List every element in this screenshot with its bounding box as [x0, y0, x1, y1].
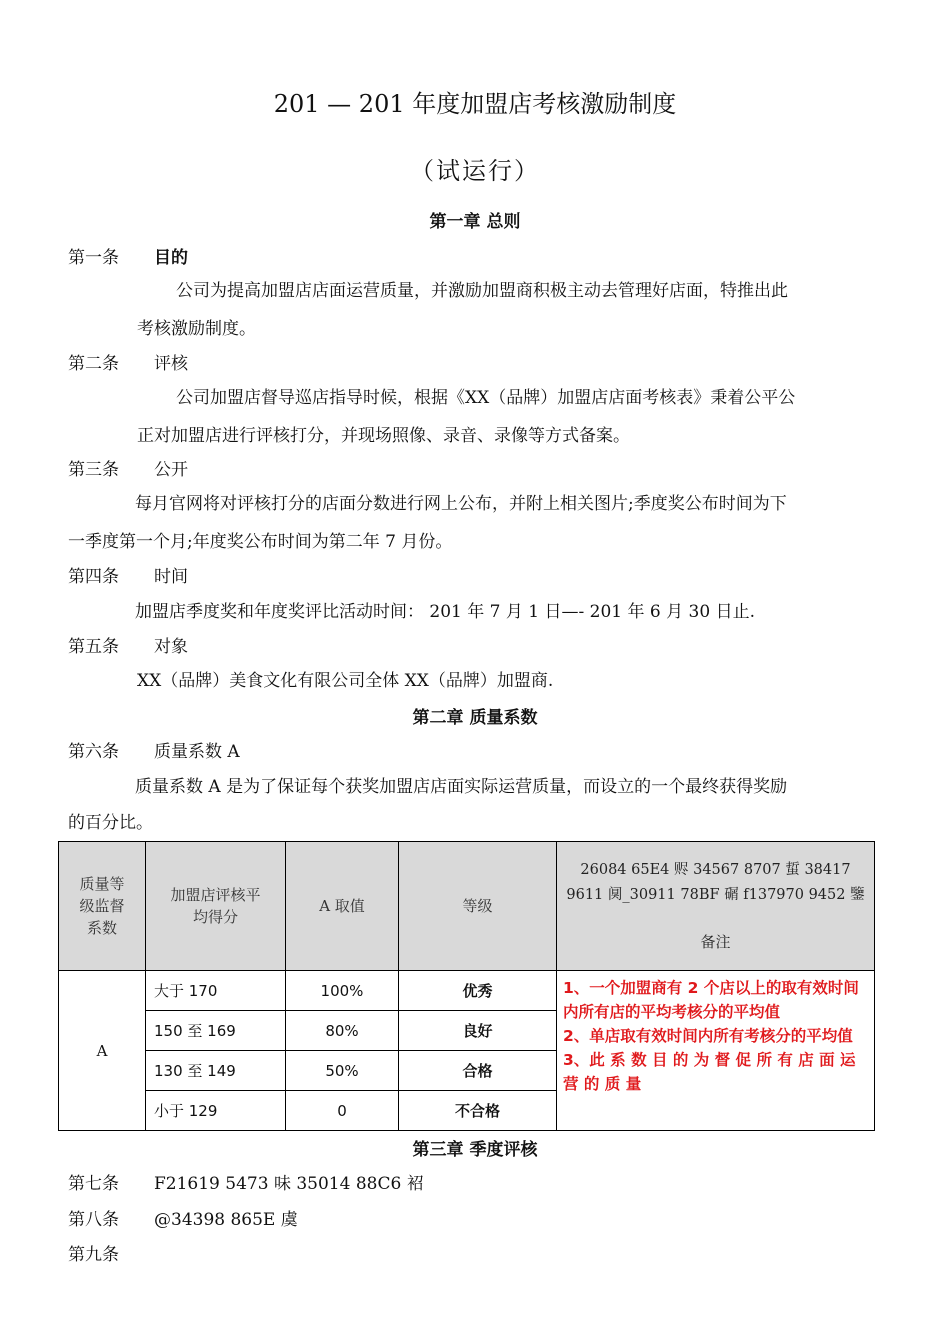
note-2: 2、单店取有效时间内所有考核分的平均值 — [563, 1027, 853, 1045]
value-cell: 50% — [286, 1051, 399, 1091]
grade-cell: 合格 — [399, 1051, 557, 1091]
article-5-number: 第五条 — [68, 637, 119, 657]
article-8-number: 第八条 — [68, 1210, 119, 1230]
article-6-line-2: 的百分比。 — [68, 813, 153, 833]
article-7-title: F21619 5473 味 35014 88C6 袑 — [154, 1174, 424, 1194]
article-1-line-2: 考核激励制度。 — [137, 319, 256, 339]
article-1-number: 第一条 — [68, 248, 119, 268]
score-cell: 大于 170 — [146, 971, 286, 1011]
score-cell: 130 至 149 — [146, 1051, 286, 1091]
header-notes-label: 备注 — [700, 932, 731, 951]
header-a-value: A 取值 — [286, 842, 399, 971]
category-cell: A — [59, 971, 146, 1131]
header-grade: 等级 — [399, 842, 557, 971]
grade-cell: 优秀 — [399, 971, 557, 1011]
score-cell: 150 至 169 — [146, 1011, 286, 1051]
grade-cell: 良好 — [399, 1011, 557, 1051]
article-6-title: 质量系数 A — [154, 742, 240, 762]
article-9-number: 第九条 — [68, 1245, 119, 1265]
article-4-line-1: 加盟店季度奖和年度奖评比活动时间： 201 年 7 月 1 日—- 201 年 6 月 30 日止. — [135, 602, 755, 622]
article-3-line-2: 一季度第一个月;年度奖公布时间为第二年 7 月份。 — [68, 532, 453, 552]
article-1-title: 目的 — [154, 248, 188, 268]
article-5-line-1: XX（品牌）美食文化有限公司全体 XX（品牌）加盟商. — [137, 671, 554, 691]
article-5-title: 对象 — [154, 637, 188, 657]
article-4-number: 第四条 — [68, 567, 119, 587]
value-cell: 80% — [286, 1011, 399, 1051]
article-1-line-1: 公司为提高加盟店店面运营质量，并激励加盟商积极主动去管理好店面，特推出此 — [176, 281, 788, 301]
grade-cell: 不合格 — [399, 1091, 557, 1131]
article-6-number: 第六条 — [68, 742, 119, 762]
article-2-line-1: 公司加盟店督导巡店指导时候，根据《XX（品牌）加盟店店面考核表》秉着公平公 — [176, 388, 796, 408]
header-notes — [557, 842, 875, 971]
article-2-title: 评核 — [154, 354, 188, 374]
note-1: 1、一个加盟商有 2 个店以上的取有效时间内所有店的平均考核分的平均值 — [563, 979, 859, 1021]
notes-cell — [557, 971, 875, 1131]
table-header-row — [59, 842, 875, 971]
chapter-heading-3: 第三章 季度评核 — [412, 1140, 538, 1160]
header-coefficient: 质量等级监督系数 — [59, 842, 146, 971]
value-cell: 100% — [286, 971, 399, 1011]
article-2-line-2: 正对加盟店进行评核打分，并现场照像、录音、录像等方式备案。 — [137, 426, 630, 446]
article-7-number: 第七条 — [68, 1174, 119, 1194]
chapter-heading-2: 第二章 质量系数 — [412, 708, 538, 728]
article-3-number: 第三条 — [68, 460, 119, 480]
value-cell: 0 — [286, 1091, 399, 1131]
quality-coefficient-table — [58, 841, 875, 1131]
header-average-score: 加盟店评核平均得分 — [146, 842, 286, 971]
article-6-line-1: 质量系数 A 是为了保证每个获奖加盟店店面实际运营质量，而设立的一个最终获得奖励 — [135, 777, 788, 797]
article-3-line-1: 每月官网将对评核打分的店面分数进行网上公布，并附上相关图片;季度奖公布时间为下 — [135, 494, 787, 514]
header-notes-garbled-text: 26084 65E4 赆 34567 8707 蜇 38417 9611 阒_30911 78BF 碿 f137970 9452 鑒 — [566, 861, 865, 903]
article-8-title: @34398 865E 虞 — [154, 1210, 298, 1230]
document-title: 201 — 201 年度加盟店考核激励制度 — [273, 90, 677, 118]
document-subtitle: （试运行） — [410, 157, 540, 185]
article-4-title: 时间 — [154, 567, 188, 587]
article-3-title: 公开 — [154, 460, 188, 480]
table-row — [59, 971, 875, 1011]
article-2-number: 第二条 — [68, 354, 119, 374]
chapter-heading-1: 第一章 总则 — [429, 212, 521, 232]
note-3: 3、此 系 数 目 的 为 督 促 所 有 店 面 运 营 的 质 量 — [563, 1051, 856, 1093]
score-cell: 小于 129 — [146, 1091, 286, 1131]
